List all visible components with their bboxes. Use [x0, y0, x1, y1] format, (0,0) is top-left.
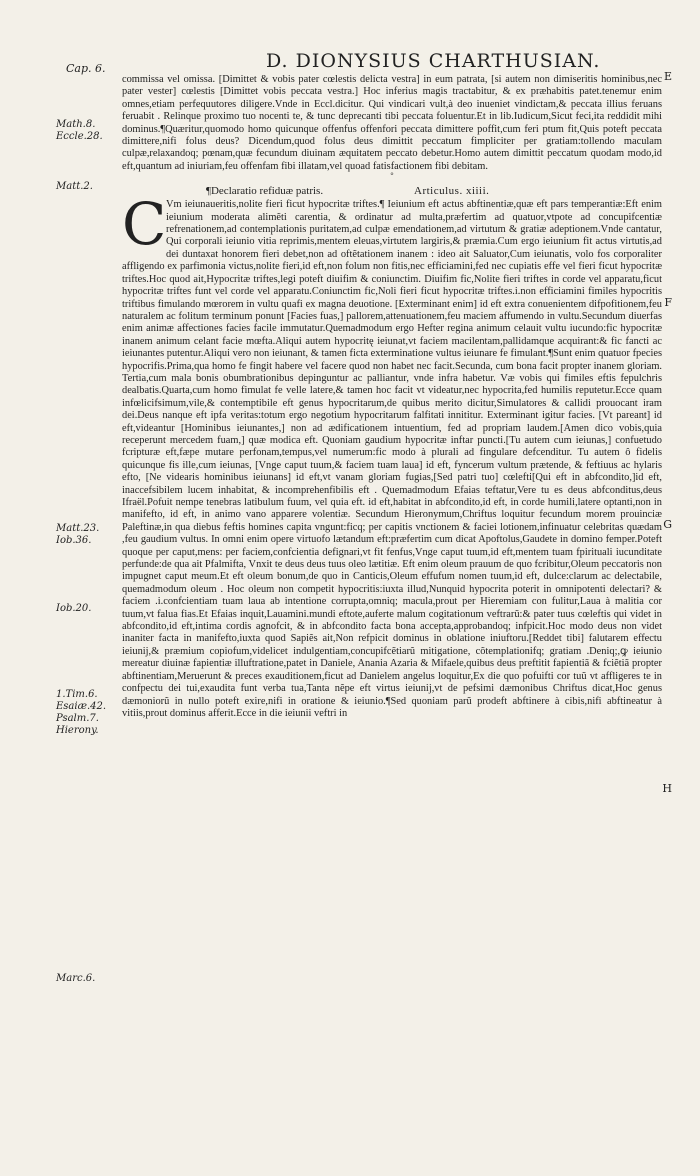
- section-letter: H: [662, 782, 672, 795]
- margin-note: Esaiæ.42.: [56, 701, 107, 712]
- article-number: Articulus. xiiii.: [414, 185, 490, 198]
- section-rubric: ¶Declaratio refiduæ patris.: [206, 185, 324, 198]
- paragraph: Vm ieiunaueritis,nolite fieri ficut hypocritæ triftes.¶ Ieiunium eft actus abftinentiæ,quæ eft pars temperantiæ:Eft enim ieiunium moderata alimẽti carentia, & ordinatur ad multa,præfertim ad quatuor,vtpote ad concupifcentiæ refrenationem,ad contemplationis puritatem,ad culpæ emendationem,ad virtutum & gratiæ adeptionem.Vnde cantatur, Qui corporali ieiunio vitia reprimis,mentem eleuas,virtutem largiris,& præmia.Cum ergo ieiunium fit actus virtutis,ad dei duntaxat honorem fieri debet,non ad oftẽtationem inanem : ideo ait Saluator,Cum ieiunatis, volo fos corporaliter affligendo ex parfimonia victus,nolite fieri,id eft,non folum non fitis,nec efficiamini,fed nec cupiatis effe vel fieri ficut hypocritæ triftes.Hoc quod ait,Hypocritæ triftes,legi poteft diuifim & coniunctim. Diuifim fic,Nolite fieri triftes in corde vel apparatu,ficut hypocritæ triftes funt vel corde vel apparatu.Coniunctim fic,Noli fieri ficut hypocritæ triftes.i.non efficiamini fimiles hypocritis triftibus fimulando mœrorem in vultu quafi ex magna deuotione. [Exterminant enim] id eft extra conuenientem difpofitionem,feu naturalem ac folitum terminum ponunt [Facies fuas,] pallorem,attenuationem,feu maciem affumendo in vultu.Secundum diuerfas enim animæ affectiones facies facile immutatur.Quemadmodum ergo Hefter regina animum celauit vultu iucundo:fic hypocritæ inanem animum celant facie mœfta.Aliqui autem hypocritę ieiunat,vt faciem macilentam,pallidamque acquirant:& fic fancti ac ieiunantes putentur.Aliqui vero non ieiunant, & tamen ficta exterminatione vultus ieiunare fe fimulant.¶Sunt enim quatuor fpecies hypocrifis.Prima,qua homo fe fingit habere vel facere quod non habet nec facit.Secunda, cum bona facit propter inanem gloriam. Tertia,cum mala bonis obumbrationibus depinguntur ac palliantur, vnde infra habetur. Væ vobis qui fimiles eftis fepulchris dealbatis.Quarta,cum homo fimulat fe velle latere,& tamen hoc facit vt videatur,nec hypocrita,fed humilis reputetur.Ecce quam infœlicifsimum,vile,& contemptibile eft genus hypocritarum,de quibus merito dicitur,Simulatores & callidi prouocant iram dei.Deus nanque eft ipfa veritas:totum ergo negotium hypocritarum falfitati innititur. Exterminant igitur facies. [Vt pareant] id eft,videantur [Hominibus ieiunantes,] non ad ædificationem intuentium, fed ad propriam laudem.[Amen dico vobis,quia receperunt mercedem fuam,] quæ modica eft. Quoniam gaudium hypocritæ inftar puncti.[Tu autem cum ieiunas,] confuetudo fcripturæ eft,fæpe mutare perfonam,tempus,vel numerum:fic modo à plurali ad fingulare defcenditur. Tu autem ô fidelis quicunque fis ille,cum ieiunas, [Vnge caput tuum,& faciem tuam laua] id eft, fyncerum vultum prætende, & feftiuus ac hylaris efto, [Ne videaris hominibus ieiunans] id eft,vt vanam gloriam fugias,[Sed patri tuo] cœlefti[Qui eft in abfcondito,]id eft, inaccefsibilem lucem inhabitat, & incomprehenfibilis eft . Quemadmodum Efaias teftatur,Vere tu es deus abfconditus,deus Ifraël.Pofuit nempe tenebras latibulum fuum, vel quia eft. id eft,habitat in abfcondito,id eft, in corde humili,latere optanti,non in manifefto, id eft, in animo vano apparere volentiæ. Secundum Hieronymum,Chriftus loquitur fecundum morem prouinciæ Paleftinæ,in qua diebus feftis homines capita vngunt:ficq; per capitis vnctionem & faciei lotionem,infinuatur celebritas quædam ,feu gaudium vultus. In omni enim opere virtuofo lætandum eft:præfertim cum dicat Apoftolus,Gaudete in domino femper.Poteft quoque per caput,mens: per faciem,confcientia defignari,vt fit fenfus,Vnge caput tuum,id eft,mentem tuam fpirituali iucunditate perfunde:de qua ait Pfalmifta, Vnxit te deus deus tuus oleo lætitiæ. Eft enim oleum prauum de quo fcribitur,Oleum peccatoris non impugnet caput meum.Et eft oleum bonum,de quo in Canticis,Oleum effufum nomen tuum,id eft, dulce:clarum ac delectabile, quemadmodum oleum . Hoc oleum non competit hypocritis:iuxta illud,Nunquid hypocrita poterit in omnipotenti delectari? & faciem .i.confcientiam tuam laua ab intentione corrupta,omniq; macula,prout per Hieremiam con fulitur,Laua à malitia cor tuum,vt falua fias.Et Efaias inquit,Lauamini.mundi eftote,auferte malum cogitationum veftrarũ:& pater tuus cœleftis qui videt in abfcondito,id eft,intima cordis agnofcit, & in abfcondito facta bona accepta,approbandoq; infpicit.Hoc modo deus non videt inaniter facta in manifefto,iuxta quod Sapiẽs ait,Non refpicit dominus in oblatione iniuftoru.[Reddet tibi] falutarem effectu ieiunij,& præmium copiofum,videlicet indulgentiam,concupifcẽtiarũ mitigatione, cõtemplationifq; gratiam .Deniq;,ꝙ ieiunio mereatur diuinæ fapientiæ illuftratione,patet in Daniele, Anania Azaria & Mifaele,quibus deus preftitit fapientiã & fciẽtiã propter abftinentiam,Meruerunt & preces exauditionem,ficut ad Danielem angelus loquitur,Ex die quo pofuifti cor tuũ vt affligeres te in confpectu dei tui,exaudita funt verba tua,Tanta nẽpe eft virtus ieiunij,vt de pefsimi dæmonibus Chriftus dicat,Hoc genus dæmoniorũ in nullo poteft exire,nifi in oratione & ieiunio.¶Sed quoniam parũ prodeft abftinere à cibis,nifi abftineatur à vitiis,prout dominus afferit.Ecce in die ieiunii veftri in: [122, 199, 662, 719]
- margin-note: Math.8.: [56, 119, 96, 130]
- section-letter: F: [664, 296, 672, 309]
- page-header: [60, 44, 660, 74]
- separator-dot: °: [390, 171, 394, 181]
- margin-note: Matt.23.: [56, 523, 100, 534]
- drop-cap: C: [122, 190, 167, 259]
- running-title: D. DIONYSIUS CHARTHUSIAN.: [266, 50, 601, 72]
- left-margin-notes: [56, 76, 120, 1176]
- section-letter: G: [663, 518, 672, 531]
- chapter-label: Cap. 6.: [66, 62, 106, 75]
- margin-note: Iob.36.: [56, 535, 92, 546]
- section-letter: E: [663, 70, 672, 83]
- margin-note: 1.Tim.6.: [56, 689, 98, 700]
- section-heading: [122, 181, 662, 199]
- paragraph: commissa vel omissa. [Dimittet & vobis pater cœlestis delicta vestra] in eum patrata, [si autem non dimiseritis hominibus,nec pater vester] cœlestis [Dimittet vobis peccata vestra.] Hoc inferius magis tractabitur, & ex præhabitis patet.tenemur enim omnes,etiam perfequutores diligere.Vnde in Eccl.dicitur. Qui vindicari vult,à deo inueniet vindictam,& peccata illius feruans feruabit . Relinque proximo tuo nocenti te, & tunc deprecanti tibi peccata foluentur.Et in lib.Iudicum,Sicut feci,ita reddidit mihi dominus.¶Quæritur,quomodo homo quicunque offenfus offenfori peccata dimittere poffit,cum feri ptum fit,Quis poteft peccata dimittere,nifi folus deus? Dicendum,quod folus deus dimittit peccatum fimpliciter per gratiam:tollendo maculam culpæ,relaxandoq; pœnam,quæ fecundum diuinam æquitatem peccato debetur.Homo autem dimittit peccatum quodam modo,id eft,quantum ad iniuriam,feu offenfam fibi illatam,vel quoad fatisfactionem fibi debitam.: [122, 74, 662, 172]
- main-text-column: [122, 74, 662, 720]
- margin-note: Marc.6.: [56, 973, 96, 984]
- margin-note: Matt.2.: [56, 181, 93, 192]
- margin-note: Hierony.: [56, 725, 99, 736]
- margin-note: Psalm.7.: [56, 713, 99, 724]
- margin-note: Eccle.28.: [56, 131, 103, 142]
- margin-note: Iob.20.: [56, 603, 92, 614]
